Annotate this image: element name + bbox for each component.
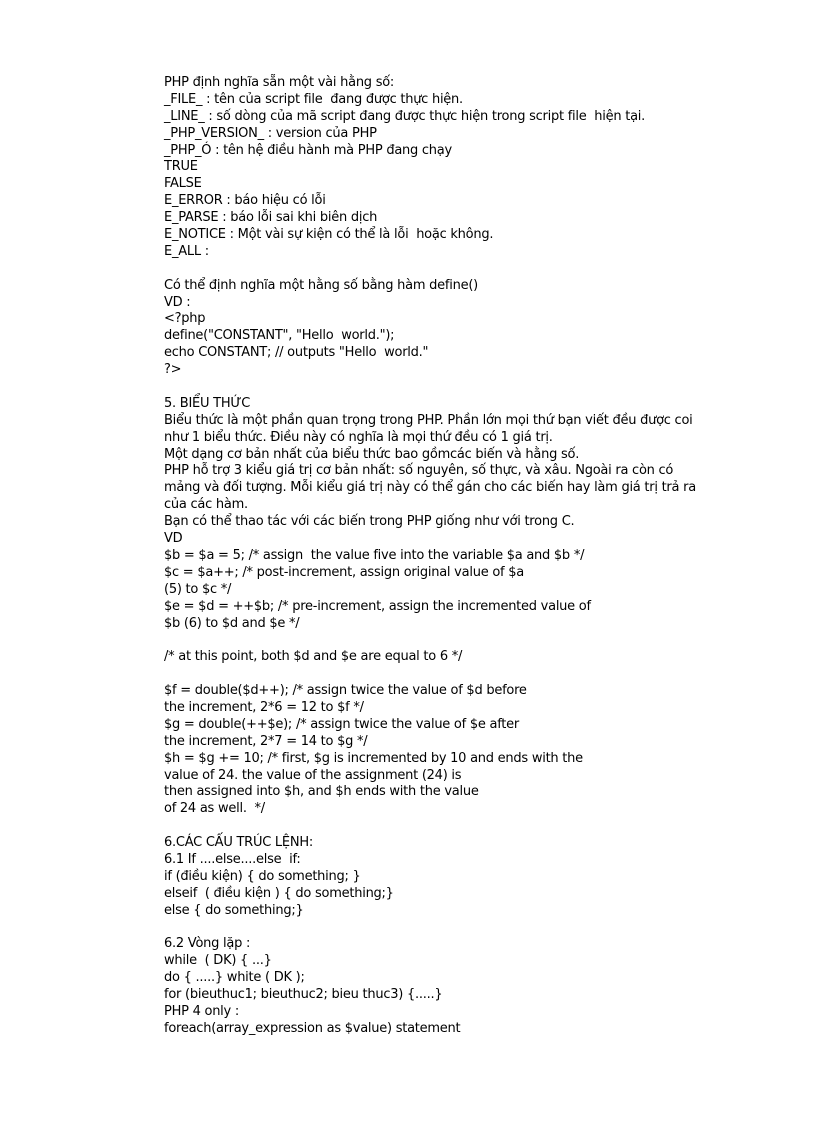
section-6-1-line: elseif ( điều kiện ) { do something;} <box>164 885 394 901</box>
section-5-heading: 5. BIỂU THỨC <box>164 395 251 411</box>
section-5-code-line: then assigned into $h, and $h ends with the value <box>164 784 479 800</box>
define-example-code: <?php <box>164 311 206 327</box>
blank-line <box>164 818 764 835</box>
blank-line <box>164 666 764 683</box>
blank-line <box>164 920 764 937</box>
constant-e-all: E_ALL : <box>164 243 209 259</box>
define-intro: Có thể định nghĩa một hằng số bằng hàm define() <box>164 277 478 293</box>
constant-line: _LINE_ : số dòng của mã script đang được thực hiện trong script file hiện tại. <box>164 108 646 124</box>
section-5-paragraph-line: Biểu thức là một phần quan trọng trong PHP. Phần lớn mọi thứ bạn viết đều được coi <box>164 412 693 428</box>
section-5-paragraph-line: Bạn có thể thao tác với các biến trong PHP giống như với trong C. <box>164 514 575 530</box>
section-5-paragraph-line: mảng và đối tượng. Mỗi kiểu giá trị này có thể gán cho các biến hay làm giá trị trả ra <box>164 480 696 496</box>
constant-true: TRUE <box>164 159 198 175</box>
define-example-code: ?> <box>164 362 182 378</box>
section-5-code-line: $c = $a++; /* post-increment, assign original value of $a <box>164 564 524 580</box>
blank-line <box>164 379 764 396</box>
section-5-code-comment: /* at this point, both $d and $e are equal to 6 */ <box>164 649 463 665</box>
blank-line <box>164 632 764 649</box>
section-6-2-line: 6.2 Vòng lặp : <box>164 936 251 952</box>
constant-e-error: E_ERROR : báo hiệu có lỗi <box>164 193 326 209</box>
section-5-code-line: $f = double($d++); /* assign twice the value of $d before <box>164 683 527 699</box>
constant-php-version: _PHP_VERSION_ : version của PHP <box>164 125 377 141</box>
section-5-code-line: $h = $g += 10; /* first, $g is incremented by 10 and ends with the <box>164 750 583 766</box>
section-5-code-line: $b (6) to $d and $e */ <box>164 615 300 631</box>
section-6-heading: 6.CÁC CẤU TRÚC LỆNH: <box>164 835 314 851</box>
define-example-label: VD : <box>164 294 191 310</box>
section-6-2-line: while ( DK) { ...} <box>164 953 272 969</box>
constant-e-notice: E_NOTICE : Một vài sự kiện có thể là lỗi hoặc không. <box>164 227 494 243</box>
section-6-1-line: else { do something;} <box>164 902 304 918</box>
define-example-code: echo CONSTANT; // outputs "Hello world." <box>164 345 429 361</box>
constant-file: _FILE_ : tên của script file đang được thực hiện. <box>164 91 463 107</box>
section-5-paragraph-line: PHP hỗ trợ 3 kiểu giá trị cơ bản nhất: số nguyên, số thực, và xâu. Ngoài ra còn có <box>164 463 674 479</box>
section-5-code-line: of 24 as well. */ <box>164 801 265 817</box>
section-5-paragraph-line: như 1 biểu thức. Điều này có nghĩa là mọi thứ đều có 1 giá trị. <box>164 429 553 445</box>
section-6-2-line: do { .....} white ( DK ); <box>164 970 305 986</box>
section-5-code-line: $g = double(++$e); /* assign twice the value of $e after <box>164 716 520 732</box>
section-5-code-line: value of 24. the value of the assignment (24) is <box>164 767 462 783</box>
section-6-2-line: foreach(array_expression as $value) statement <box>164 1020 461 1036</box>
section-5-code-line: the increment, 2*6 = 12 to $f */ <box>164 699 364 715</box>
section-5-code-line: the increment, 2*7 = 14 to $g */ <box>164 733 368 749</box>
section-6-1-line: 6.1 If ....else....else if: <box>164 851 301 867</box>
document-body <box>164 75 764 1038</box>
section-6-2-line: for (bieuthuc1; bieuthuc2; bieu thuc3) {.....} <box>164 987 443 1003</box>
section-5-paragraph-line: Một dạng cơ bản nhất của biểu thức bao gồmcác biến và hằng số. <box>164 446 580 462</box>
section-6-1-line: if (điều kiện) { do something; } <box>164 868 361 884</box>
section-5-code-line: $e = $d = ++$b; /* pre-increment, assign the incremented value of <box>164 598 591 614</box>
section-5-example-label: VD <box>164 531 183 547</box>
section-6-2-line: PHP 4 only : <box>164 1003 239 1019</box>
constant-false: FALSE <box>164 176 202 192</box>
constant-e-parse: E_PARSE : báo lỗi sai khi biên dịch <box>164 210 378 226</box>
section-5-code-line: $b = $a = 5; /* assign the value five into the variable $a and $b */ <box>164 547 585 563</box>
constant-php-os: _PHP_Ó : tên hệ điều hành mà PHP đang chạy <box>164 142 452 158</box>
constants-intro: PHP định nghĩa sẵn một vài hằng số: <box>164 75 395 90</box>
section-5-paragraph-line: của các hàm. <box>164 497 248 513</box>
define-example-code: define("CONSTANT", "Hello world."); <box>164 328 395 344</box>
blank-line <box>164 261 764 278</box>
section-5-code-line: (5) to $c */ <box>164 581 232 597</box>
